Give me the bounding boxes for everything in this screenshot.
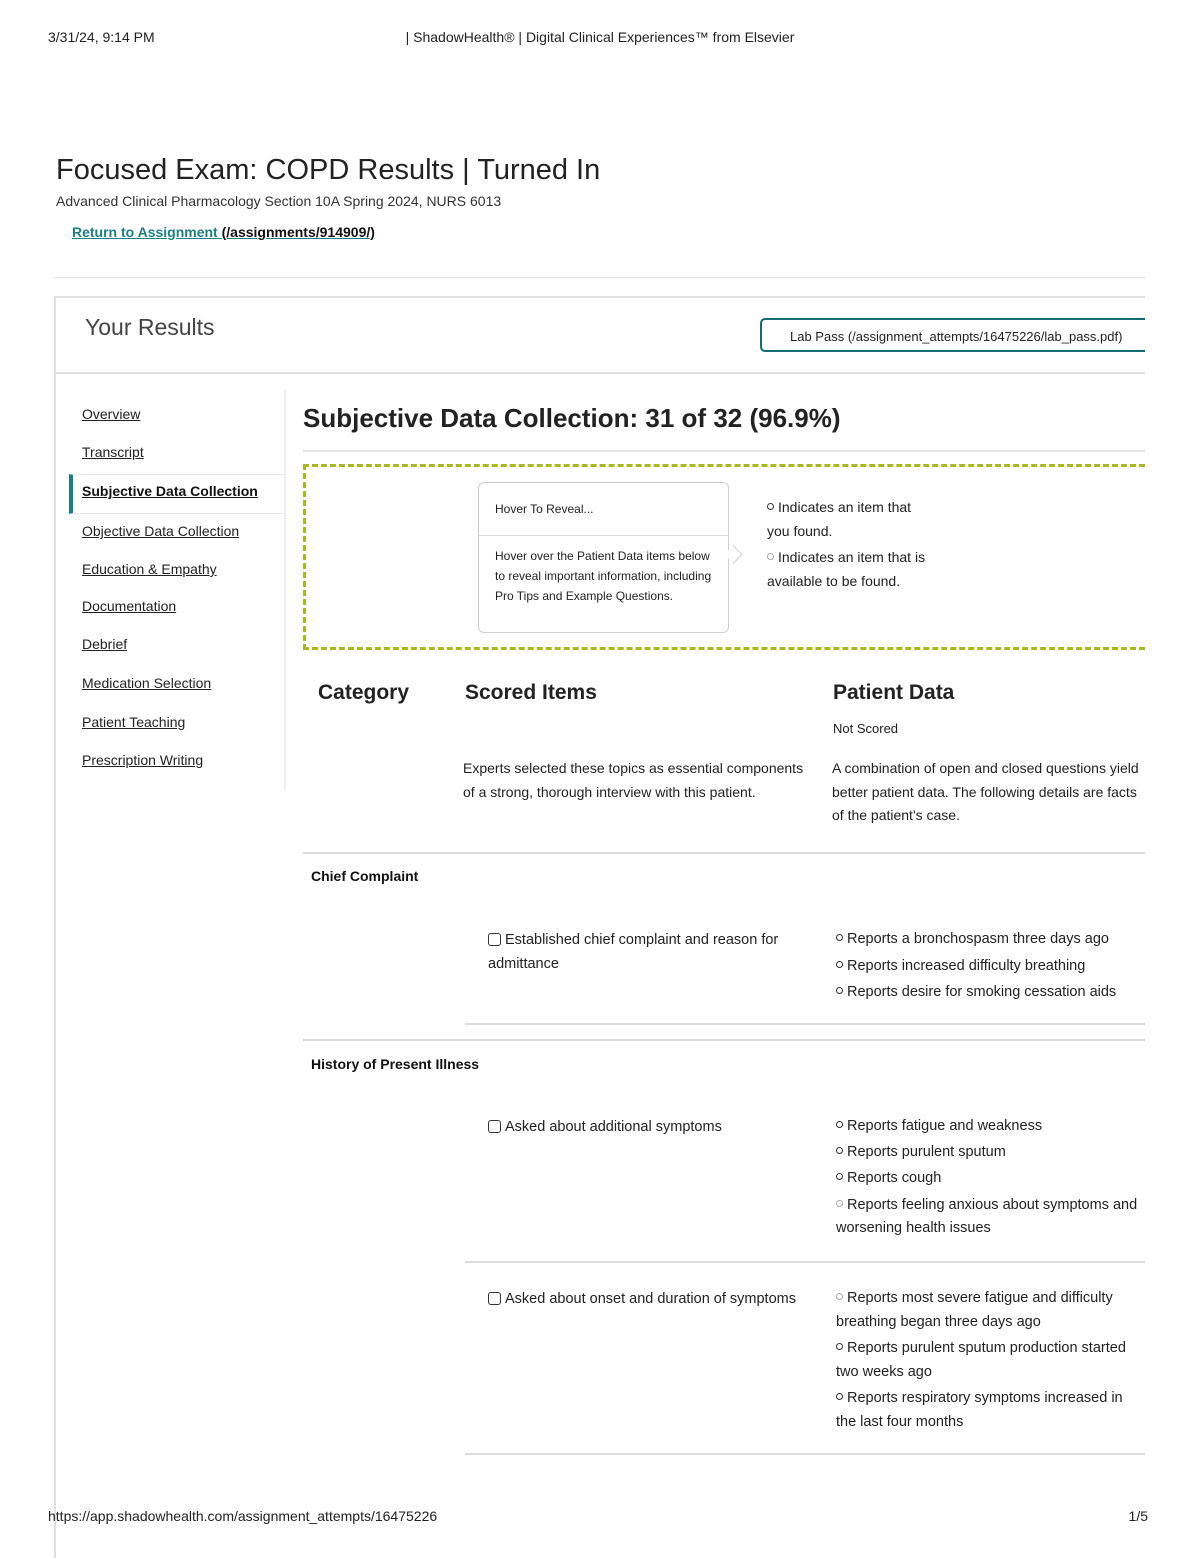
scored-item bbox=[488, 1115, 798, 1139]
print-title: | ShadowHealth® | Digital Clinical Experiences™ from Elsevier bbox=[405, 29, 795, 45]
divider bbox=[56, 372, 1145, 374]
available-dot-icon bbox=[767, 553, 774, 560]
found-dot-icon bbox=[836, 961, 843, 968]
nav-documentation[interactable]: Documentation bbox=[82, 598, 177, 614]
found-dot-icon bbox=[767, 503, 774, 510]
available-dot-icon bbox=[836, 1293, 843, 1300]
page-right-margin bbox=[1145, 0, 1200, 1500]
patient-data-text: Reports cough bbox=[847, 1170, 942, 1186]
nav-overview[interactable]: Overview bbox=[82, 406, 141, 422]
course-subtitle: Advanced Clinical Pharmacology Section 10A Spring 2024, NURS 6013 bbox=[56, 193, 502, 209]
patient-data-text: Reports most severe fatigue and difficulty breathing began three days ago bbox=[836, 1290, 1113, 1330]
patient-data-list bbox=[836, 1287, 1146, 1434]
found-dot-icon bbox=[836, 987, 843, 994]
print-date: 3/31/24, 9:14 PM bbox=[48, 29, 155, 45]
nav-active-indicator bbox=[69, 474, 284, 514]
nav-education-empathy[interactable]: Education & Empathy bbox=[82, 561, 217, 577]
column-header-patient-data: Patient Data bbox=[833, 681, 955, 704]
return-link-label: Return to Assignment bbox=[72, 224, 218, 240]
patient-data-item[interactable] bbox=[836, 981, 1146, 1005]
scored-items-description: Experts selected these topics as essential components of a strong, thorough interview with this patient. bbox=[463, 760, 804, 800]
patient-data-item[interactable] bbox=[836, 1194, 1146, 1241]
nav-transcript[interactable]: Transcript bbox=[82, 444, 144, 460]
nav-patient-teaching[interactable]: Patient Teaching bbox=[82, 714, 186, 730]
hover-card-body: Hover over the Patient Data items below to reveal important information, including Pro Tips and Example Questions. bbox=[495, 549, 712, 603]
divider bbox=[303, 852, 1145, 854]
category-chief-complaint: Chief Complaint bbox=[311, 868, 419, 884]
scored-item-text: Asked about onset and duration of symptoms bbox=[505, 1291, 796, 1307]
print-page-number: 1/5 bbox=[1128, 1508, 1148, 1524]
patient-data-text: Reports respiratory symptoms increased in the last four months bbox=[836, 1390, 1123, 1430]
found-dot-icon bbox=[836, 1343, 843, 1350]
return-link-url: (/assignments/914909/) bbox=[221, 224, 375, 240]
checkbox-icon bbox=[488, 933, 501, 946]
divider bbox=[54, 277, 1145, 278]
scored-item-text: Established chief complaint and reason for admittance bbox=[488, 932, 779, 972]
patient-data-description: A combination of open and closed questions yield better patient data. The following details are facts of the patient's case. bbox=[832, 760, 1139, 823]
patient-data-text: Reports feeling anxious about symptoms and worsening health issues bbox=[836, 1196, 1138, 1236]
found-dot-icon bbox=[836, 1393, 843, 1400]
divider bbox=[465, 1261, 1145, 1263]
print-url: https://app.shadowhealth.com/assignment_attempts/16475226 bbox=[48, 1508, 438, 1524]
patient-data-item[interactable] bbox=[836, 955, 1146, 979]
divider bbox=[465, 1453, 1145, 1455]
patient-data-text: Reports a bronchospasm three days ago bbox=[847, 931, 1109, 947]
patient-data-text: Reports increased difficulty breathing bbox=[847, 957, 1086, 974]
nav-subjective-data-collection[interactable]: Subjective Data Collection bbox=[82, 483, 258, 499]
divider bbox=[303, 450, 1145, 452]
patient-data-list bbox=[836, 928, 1146, 1005]
patient-data-item[interactable] bbox=[836, 1337, 1146, 1384]
nav-objective-data-collection[interactable]: Objective Data Collection bbox=[82, 523, 240, 539]
category-history-of-present-illness: History of Present Illness bbox=[311, 1056, 480, 1072]
legend-available-text: Indicates an item that is available to be found. bbox=[767, 549, 926, 589]
scored-item bbox=[488, 928, 798, 976]
patient-data-text: Reports desire for smoking cessation aids bbox=[847, 984, 1117, 1000]
scored-item-text: Asked about additional symptoms bbox=[505, 1119, 722, 1135]
patient-data-item[interactable] bbox=[836, 1287, 1146, 1334]
patient-data-item[interactable] bbox=[836, 1387, 1146, 1434]
available-dot-icon bbox=[836, 1200, 843, 1207]
results-title: Your Results bbox=[85, 314, 215, 340]
divider bbox=[303, 1039, 1145, 1041]
column-header-category: Category bbox=[318, 681, 410, 704]
lab-pass-button[interactable]: Lab Pass (/assignment_attempts/16475226/lab_pass.pdf) bbox=[760, 318, 1160, 352]
patient-data-text: Reports purulent sputum production started two weeks ago bbox=[836, 1340, 1126, 1380]
patient-data-item[interactable] bbox=[836, 928, 1146, 952]
patient-data-list bbox=[836, 1115, 1146, 1241]
checkbox-icon bbox=[488, 1120, 501, 1133]
not-scored-label: Not Scored bbox=[833, 721, 899, 736]
column-header-scored-items: Scored Items bbox=[465, 681, 597, 704]
return-to-assignment-link[interactable] bbox=[72, 224, 375, 240]
divider bbox=[479, 535, 728, 536]
side-nav bbox=[56, 390, 286, 790]
patient-data-text: Reports purulent sputum bbox=[847, 1143, 1006, 1160]
nav-debrief[interactable]: Debrief bbox=[82, 636, 128, 652]
patient-data-item[interactable] bbox=[836, 1167, 1146, 1191]
nav-prescription-writing[interactable]: Prescription Writing bbox=[82, 752, 204, 768]
nav-medication-selection[interactable]: Medication Selection bbox=[82, 675, 212, 691]
divider bbox=[465, 1023, 1145, 1025]
patient-data-text: Reports fatigue and weakness bbox=[847, 1118, 1043, 1134]
hover-to-reveal-card bbox=[478, 482, 729, 633]
legend-available bbox=[767, 545, 942, 593]
checkbox-icon bbox=[488, 1292, 501, 1305]
section-heading: Subjective Data Collection: 31 of 32 (96.9%) bbox=[303, 403, 841, 433]
legend-found bbox=[767, 495, 937, 543]
patient-data-item[interactable] bbox=[836, 1141, 1146, 1165]
page-title: Focused Exam: COPD Results | Turned In bbox=[56, 154, 601, 186]
found-dot-icon bbox=[836, 1147, 843, 1154]
scored-item bbox=[488, 1287, 798, 1311]
found-dot-icon bbox=[836, 934, 843, 941]
found-dot-icon bbox=[836, 1173, 843, 1180]
hover-card-title: Hover To Reveal... bbox=[495, 502, 594, 516]
found-dot-icon bbox=[836, 1121, 843, 1128]
patient-data-item[interactable] bbox=[836, 1115, 1146, 1139]
legend-found-text: Indicates an item that you found. bbox=[767, 499, 912, 539]
